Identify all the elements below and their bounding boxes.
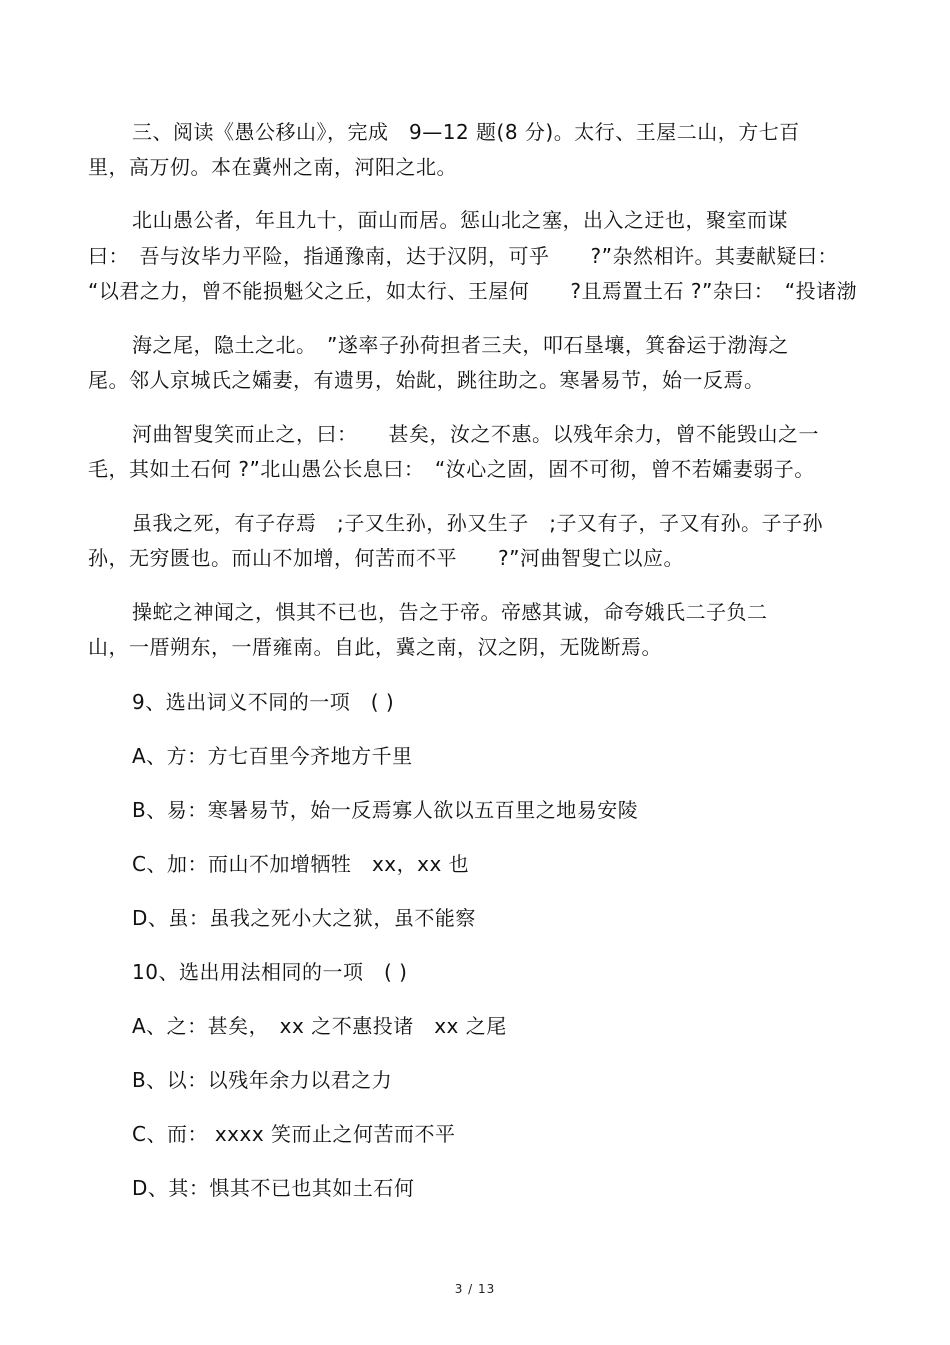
question-10-stem: 10、选出用法相同的一项 ( ) [132, 960, 408, 984]
question-9-option-c: C、加：而山不加增牺牲 xx，xx 也 [132, 852, 470, 876]
passage-line: 曰： 吾与汝毕力平险，指通豫南，达于汉阴，可乎 ?”杂然相许。其妻献疑曰： [88, 244, 838, 268]
passage-line: 毛，其如土石何 ?”北山愚公长息曰： “汝心之固，固不可彻，曾不若孀妻弱子。 [88, 457, 815, 481]
question-9-option-a: A、方：方七百里今齐地方千里 [132, 744, 413, 768]
passage-line: 虽我之死，有子存焉 ;子又生孙，孙又生子 ;子又有子，子又有孙。子子孙 [132, 511, 823, 535]
question-9-option-b: B、易：寒暑易节，始一反焉寡人欲以五百里之地易安陵 [132, 798, 639, 822]
passage-line: 北山愚公者，年且九十，面山而居。惩山北之塞，出入之迂也，聚室而谋 [132, 208, 788, 232]
question-10-option-c: C、而： xxxx 笑而止之何苦而不平 [132, 1122, 456, 1146]
passage-line: 孙，无穷匮也。而山不加增，何苦而不平 ?”河曲智叟亡以应。 [88, 546, 684, 570]
page-number: 3 / 13 [454, 1282, 496, 1296]
passage-line: “以君之力，曾不能损魁父之丘，如太行、王屋何 ?且焉置土石 ?”杂曰： “投诸渤 [88, 279, 858, 303]
passage-line: 操蛇之神闻之，惧其不已也，告之于帝。帝感其诚，命夸娥氏二子负二 [132, 600, 768, 624]
passage-line: 河曲智叟笑而止之，曰： 甚矣，汝之不惠。以残年余力，曾不能毁山之一 [132, 422, 819, 446]
question-9-stem: 9、选出词义不同的一项 ( ) [132, 690, 395, 714]
question-10-option-a: A、之：甚矣， xx 之不惠投诸 xx 之尾 [132, 1014, 507, 1038]
question-10-option-b: B、以：以残年余力以君之力 [132, 1068, 393, 1092]
question-10-option-d: D、其：惧其不已也其如土石何 [132, 1176, 415, 1200]
passage-line: 海之尾，隐土之北。 ”遂率子孙荷担者三夫，叩石垦壤，箕畚运于渤海之 [132, 333, 789, 357]
passage-line: 里，高万仞。本在冀州之南，河阳之北。 [88, 155, 457, 179]
passage-line: 三、阅读《愚公移山》，完成 9—12 题(8 分)。太行、王屋二山，方七百 [132, 120, 800, 144]
question-9-option-d: D、虽：虽我之死小大之狱，虽不能察 [132, 906, 476, 930]
passage-line: 尾。邻人京城氏之孀妻，有遗男，始龀，跳往助之。寒暑易节，始一反焉。 [88, 368, 765, 392]
passage-line: 山，一厝朔东，一厝雍南。自此，冀之南，汉之阴，无陇断焉。 [88, 635, 662, 659]
